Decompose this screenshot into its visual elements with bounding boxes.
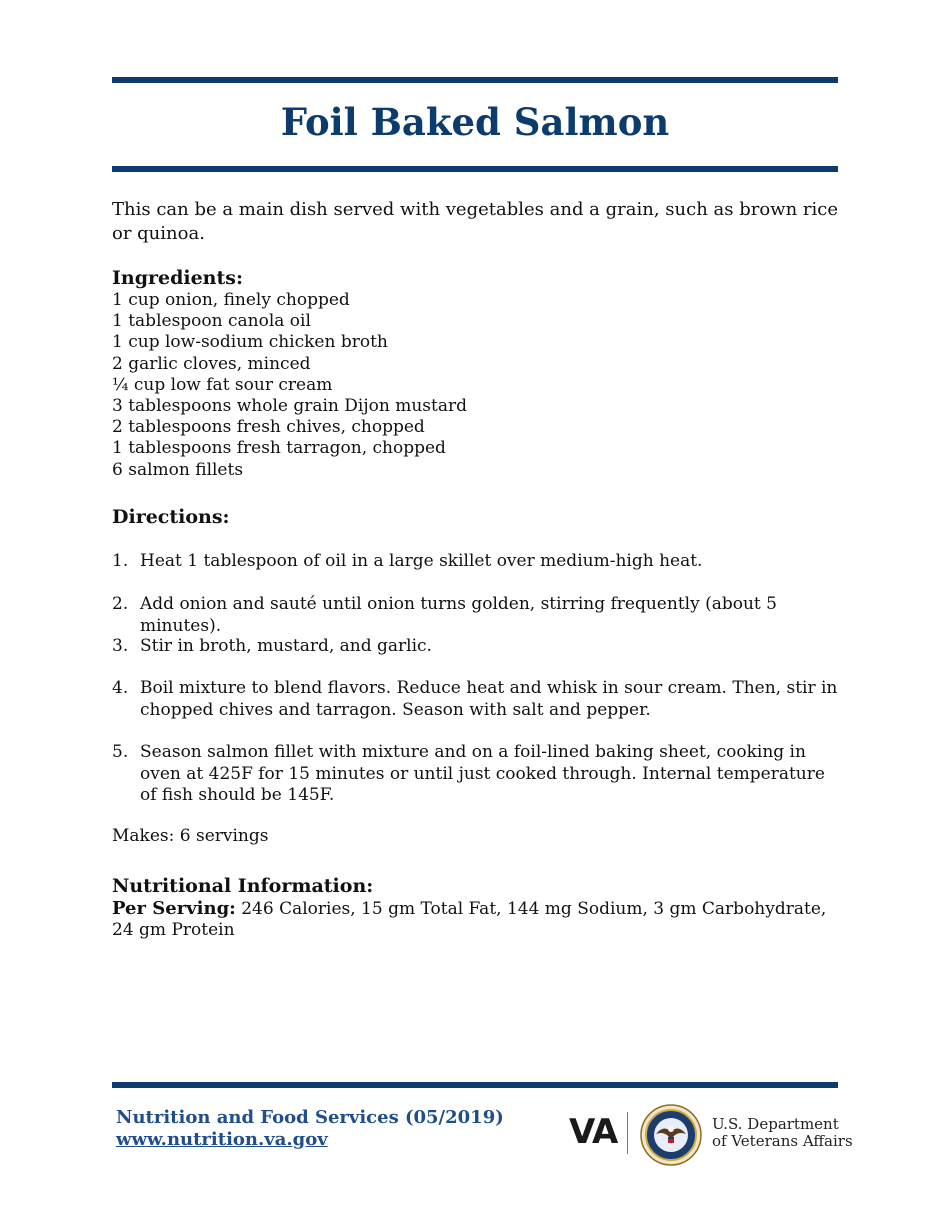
step-number: 5. xyxy=(112,742,129,762)
step-text: Add onion and sauté until onion turns golden, stirring frequently (about 5 minutes). xyxy=(140,594,777,636)
per-serving-label: Per Serving: xyxy=(112,898,236,919)
step-text: Season salmon fillet with mixture and on a foil-lined baking sheet, cooking in oven at 425F for 15 minutes or until just cooked through. Internal temperature of fish should be 145F. xyxy=(140,742,825,805)
list-item: 2 tablespoons fresh chives, chopped xyxy=(112,417,425,438)
va-logo: VA xyxy=(569,1112,618,1152)
directions-section xyxy=(112,505,838,805)
nutrition-section xyxy=(112,874,838,941)
list-item xyxy=(112,742,838,807)
list-item xyxy=(112,636,838,658)
step-text: Stir in broth, mustard, and garlic. xyxy=(140,636,432,656)
step-number: 3. xyxy=(112,636,129,656)
ingredients-heading: Ingredients: xyxy=(112,267,243,289)
logo-divider xyxy=(627,1112,628,1154)
va-seal-icon xyxy=(640,1104,702,1166)
dept-line-2: of Veterans Affairs xyxy=(712,1132,853,1150)
list-item xyxy=(112,594,838,637)
footer-org: Nutrition and Food Services (05/2019) xyxy=(116,1107,504,1128)
ingredients-list xyxy=(112,290,838,481)
footer-info xyxy=(116,1107,504,1151)
nutrition-line xyxy=(112,898,838,941)
list-item: 3 tablespoons whole grain Dijon mustard xyxy=(112,396,467,417)
footer-url-link[interactable]: www.nutrition.va.gov xyxy=(116,1129,328,1150)
list-item: ¼ cup low fat sour cream xyxy=(112,374,333,395)
title-rule xyxy=(112,166,838,172)
nutrition-heading: Nutritional Information: xyxy=(112,875,374,897)
list-item: 6 salmon fillets xyxy=(112,459,244,480)
list-item xyxy=(112,551,838,573)
intro-text: This can be a main dish served with vegetables and a grain, such as brown rice or quinoa. xyxy=(112,199,838,244)
directions-heading: Directions: xyxy=(112,506,230,528)
list-item: 1 tablespoon canola oil xyxy=(112,311,311,332)
page-title: Foil Baked Salmon xyxy=(280,100,670,144)
step-number: 1. xyxy=(112,551,129,571)
department-name xyxy=(712,1116,853,1150)
step-number: 4. xyxy=(112,678,129,698)
nutrition-values: 246 Calories, 15 gm Total Fat, 144 mg Sodium, 3 gm Carbohydrate, 24 gm Protein xyxy=(112,899,827,940)
list-item: 1 cup low-sodium chicken broth xyxy=(112,332,388,353)
step-text: Boil mixture to blend flavors. Reduce heat and whisk in sour cream. Then, stir in chopped chives and tarragon. Season with salt and pepper. xyxy=(140,678,838,720)
list-item: 2 garlic cloves, minced xyxy=(112,353,311,374)
step-text: Heat 1 tablespoon of oil in a large skillet over medium-high heat. xyxy=(140,551,703,571)
step-number: 2. xyxy=(112,594,129,614)
footer-rule xyxy=(112,1082,838,1088)
ingredients-section xyxy=(112,266,838,481)
makes-text: Makes: 6 servings xyxy=(112,826,269,846)
dept-line-1: U.S. Department xyxy=(712,1115,839,1133)
top-rule xyxy=(112,77,838,83)
list-item: 1 tablespoons fresh tarragon, chopped xyxy=(112,438,446,459)
list-item: 1 cup onion, finely chopped xyxy=(112,290,350,310)
list-item xyxy=(112,678,838,721)
